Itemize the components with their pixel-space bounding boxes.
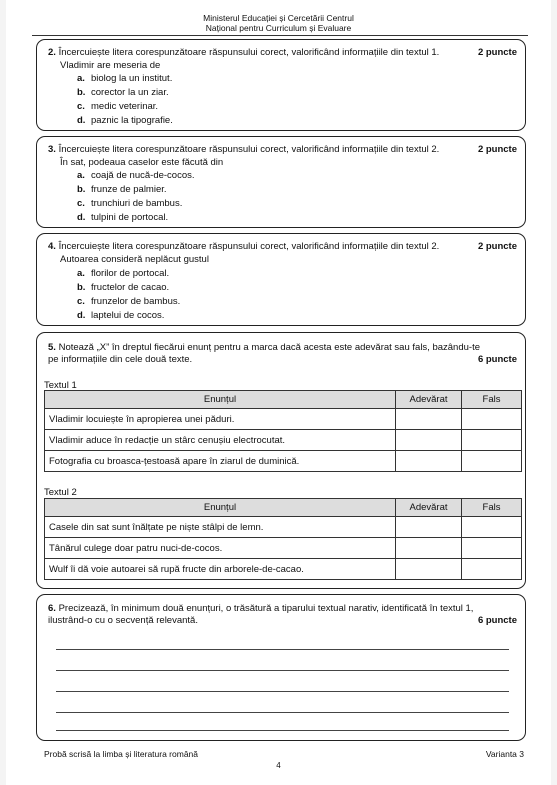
- true-answer-cell[interactable]: [396, 451, 462, 472]
- question-5-box: [36, 332, 526, 589]
- question-2-box: [36, 39, 526, 131]
- false-answer-cell[interactable]: [462, 559, 522, 580]
- table-row: [45, 517, 522, 538]
- statement-cell: Tânărul culege doar patru nuci-de-cocos.: [45, 538, 396, 559]
- page-header: [6, 13, 551, 33]
- question-2-option-a[interactable]: [77, 73, 172, 84]
- question-2-instruction-line: [48, 47, 517, 58]
- question-3-instruction: Încercuiește litera corespunzătoare răspunsului corect, valorificând informațiile din textul 2.: [58, 144, 440, 155]
- question-2-option-d[interactable]: [77, 115, 173, 126]
- page-number: 4: [276, 761, 281, 770]
- header-true: Adevărat: [396, 391, 462, 409]
- question-2-number: 2.: [48, 47, 56, 58]
- option-text: florilor de portocal.: [91, 268, 170, 279]
- question-2-lead: Vladimir are meseria de: [60, 60, 161, 71]
- question-6-box: [36, 594, 526, 741]
- question-4-points: 2 puncte: [477, 241, 517, 252]
- statement-cell: Vladimir locuiește în apropierea unei păduri.: [45, 409, 396, 430]
- false-answer-cell[interactable]: [462, 517, 522, 538]
- header-false: Fals: [462, 499, 522, 517]
- option-text: medic veterinar.: [91, 101, 159, 112]
- option-text: paznic la tipografie.: [91, 115, 173, 126]
- statement-cell: Casele din sat sunt înălțate pe niște stâlpi de lemn.: [45, 517, 396, 538]
- question-3-number: 3.: [48, 144, 56, 155]
- question-2-option-c[interactable]: [77, 101, 158, 112]
- true-answer-cell[interactable]: [396, 517, 462, 538]
- question-5-instruction-line-2: pe informațiile din cele două texte.: [48, 354, 193, 365]
- header-true: Adevărat: [396, 499, 462, 517]
- true-answer-cell[interactable]: [396, 538, 462, 559]
- question-5-instruction: [48, 342, 517, 366]
- question-4-option-a[interactable]: [77, 268, 169, 279]
- text-2-label: Textul 2: [44, 487, 77, 498]
- table-row: [45, 559, 522, 580]
- question-3-option-d[interactable]: [77, 212, 168, 223]
- option-text: frunzelor de bambus.: [91, 296, 181, 307]
- option-text: corector la un ziar.: [91, 87, 169, 98]
- option-letter: a.: [77, 170, 85, 181]
- option-letter: a.: [77, 73, 85, 84]
- answer-line[interactable]: [56, 691, 509, 692]
- question-4-option-c[interactable]: [77, 296, 180, 307]
- answer-line[interactable]: [56, 730, 509, 731]
- option-letter: d.: [77, 115, 86, 126]
- option-text: biolog la un institut.: [91, 73, 173, 84]
- header-false: Fals: [462, 391, 522, 409]
- option-letter: c.: [77, 101, 85, 112]
- text-1-table: [44, 390, 522, 472]
- true-answer-cell[interactable]: [396, 409, 462, 430]
- table-row: [45, 451, 522, 472]
- false-answer-cell[interactable]: [462, 409, 522, 430]
- false-answer-cell[interactable]: [462, 538, 522, 559]
- header-divider: [32, 35, 528, 36]
- table-row: [45, 409, 522, 430]
- statement-cell: Fotografia cu broasca-țestoasă apare în ziarul de duminică.: [45, 451, 396, 472]
- table-header-row: [45, 391, 522, 409]
- statement-cell: Wulf îi dă voie autoarei să rupă fructe din arborele-de-cacao.: [45, 559, 396, 580]
- option-letter: d.: [77, 310, 86, 321]
- footer-variant: Varianta 3: [485, 749, 524, 759]
- header-statement: Enunțul: [45, 499, 396, 517]
- option-letter: c.: [77, 198, 85, 209]
- question-4-number: 4.: [48, 241, 56, 252]
- question-3-points: 2 puncte: [477, 144, 517, 155]
- question-5-number: 5.: [48, 342, 56, 353]
- header-line-1: Ministerul Educației și Cercetării Centrul: [203, 13, 354, 23]
- question-4-instruction-line: [48, 241, 517, 252]
- question-4-instruction: Încercuiește litera corespunzătoare răspunsului corect, valorificând informațiile din textul 2.: [58, 241, 440, 252]
- false-answer-cell[interactable]: [462, 451, 522, 472]
- option-text: laptelui de cocos.: [91, 310, 165, 321]
- option-text: trunchiuri de bambus.: [91, 198, 183, 209]
- answer-line[interactable]: [56, 670, 509, 671]
- option-letter: a.: [77, 268, 85, 279]
- question-5-points: 6 puncte: [477, 354, 517, 365]
- question-6-instruction-line-2: ilustrând-o cu o secvență relevantă.: [48, 615, 198, 626]
- question-4-option-b[interactable]: [77, 282, 169, 293]
- header-line-2: Național pentru Curriculum și Evaluare: [205, 23, 352, 33]
- option-text: tulpini de portocal.: [91, 212, 169, 223]
- question-3-option-a[interactable]: [77, 170, 195, 181]
- table-row: [45, 538, 522, 559]
- question-3-option-b[interactable]: [77, 184, 167, 195]
- table-header-row: [45, 499, 522, 517]
- text-1-label: Textul 1: [44, 380, 77, 391]
- answer-line[interactable]: [56, 712, 509, 713]
- question-4-lead: Autoarea consideră neplăcut gustul: [60, 254, 209, 265]
- header-statement: Enunțul: [45, 391, 396, 409]
- question-2-points: 2 puncte: [477, 47, 517, 58]
- false-answer-cell[interactable]: [462, 430, 522, 451]
- option-letter: c.: [77, 296, 85, 307]
- question-2-option-b[interactable]: [77, 87, 169, 98]
- question-3-lead: În sat, podeaua caselor este făcută din: [60, 157, 224, 168]
- question-3-option-c[interactable]: [77, 198, 182, 209]
- true-answer-cell[interactable]: [396, 559, 462, 580]
- option-letter: b.: [77, 184, 86, 195]
- true-answer-cell[interactable]: [396, 430, 462, 451]
- answer-line[interactable]: [56, 649, 509, 650]
- option-text: fructelor de cacao.: [91, 282, 170, 293]
- option-letter: d.: [77, 212, 86, 223]
- question-6-points: 6 puncte: [477, 615, 517, 626]
- option-text: coajă de nucă-de-cocos.: [91, 170, 195, 181]
- question-6-instruction: [48, 603, 517, 627]
- statement-cell: Vladimir aduce în redacție un stârc cenușiu electrocutat.: [45, 430, 396, 451]
- table-row: [45, 430, 522, 451]
- question-6-number: 6.: [48, 603, 56, 614]
- footer-exam-title: Probă scrisă la limba și literatura română: [44, 749, 199, 759]
- exam-page: [6, 0, 551, 785]
- text-2-table: [44, 498, 522, 580]
- question-4-option-d[interactable]: [77, 310, 164, 321]
- option-text: frunze de palmier.: [91, 184, 167, 195]
- question-3-box: [36, 136, 526, 228]
- option-letter: b.: [77, 87, 86, 98]
- question-4-box: [36, 233, 526, 326]
- question-6-instruction-line-1: Precizează, în minimum două enunțuri, o trăsătură a tiparului textual narativ, identificată în textul 1,: [58, 603, 474, 614]
- question-2-instruction: Încercuiește litera corespunzătoare răspunsului corect, valorificând informațiile din textul 1.: [58, 47, 440, 58]
- question-5-instruction-line-1: Notează „X” în dreptul fiecărui enunț pentru a marca dacă acesta este adevărat sau fals, bazându-te: [58, 342, 480, 353]
- question-3-instruction-line: [48, 144, 517, 155]
- option-letter: b.: [77, 282, 86, 293]
